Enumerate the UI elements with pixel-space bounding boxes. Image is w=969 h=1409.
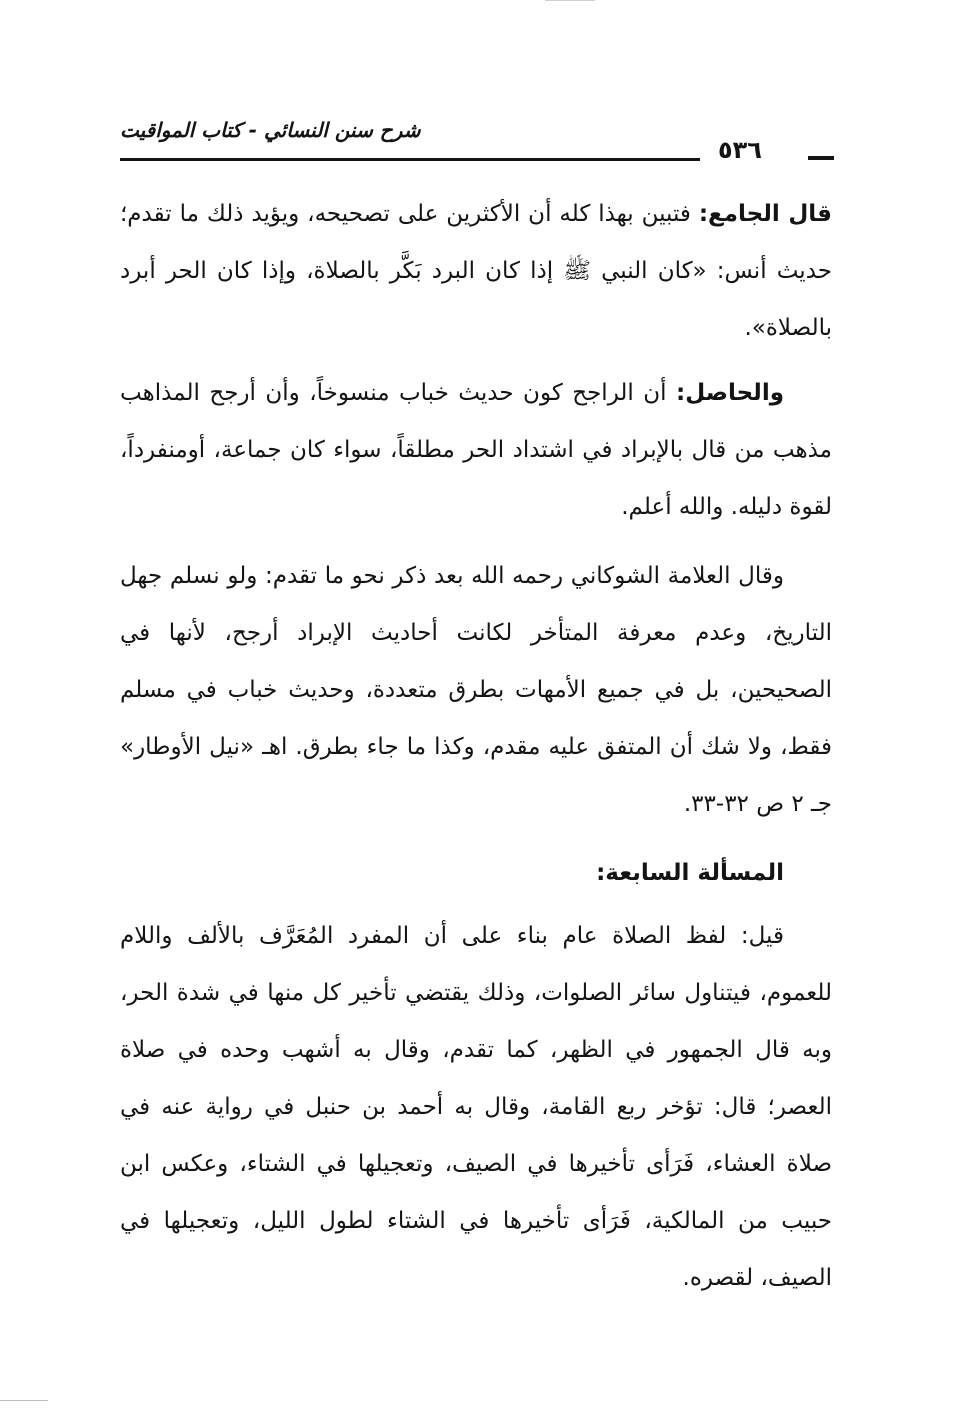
section-heading: المسألة السابعة: <box>596 860 784 886</box>
scan-mark-bottom <box>0 1400 48 1401</box>
paragraph-4 <box>120 908 832 1307</box>
page-number-dash <box>808 156 834 160</box>
paragraph-4-text: قيل: لفظ الصلاة عام بناء على أن المفرد المُعَرَّف بالألف واللام للعموم، فيتناول سائر الصلوات، وذلك يقتضي تأخير كل منها في شدة الحر، وبه قال الجمهور في الظهر، كما تقدم، وقال به أشهب وحده في صلاة العصر؛ قال: تؤخر ربع القامة، وقال به أحمد بن حنبل في رواية عنه في صلاة العشاء، فَرَأى تأخيرها في الصيف، وتعجيلها في الشتاء، وعكس ابن حبيب من المالكية، فَرَأى تأخيرها في الشتاء لطول الليل، وتعجيلها في الصيف، لقصره. <box>120 923 832 1291</box>
paragraph-2-text: أن الراجح كون حديث خباب منسوخاً، وأن أرجح المذاهب مذهب من قال بالإبراد في اشتداد الحر مطلقاً، سواء كان جماعة، أومنفرداً، لقوة دليله. والله أعلم. <box>120 380 832 520</box>
paragraph-1-text: فتبين بهذا كله أن الأكثرين على تصحيحه، ويؤيد ذلك ما تقدم؛ حديث أنس: «كان النبي ﷺ إذا كان البرد بَكَّر بالصلاة، وإذا كان الحر أبرد بالصلاة». <box>120 201 832 341</box>
paragraph-2 <box>120 365 832 536</box>
paragraph-3 <box>120 548 832 833</box>
paragraph-1-lead: قال الجامع: <box>698 201 832 227</box>
header-title: شرح سنن النسائي - كتاب المواقيت <box>120 118 421 142</box>
paragraph-2-lead: والحاصل: <box>676 380 784 406</box>
header-rule <box>120 158 700 161</box>
page-number: ٥٣٦ <box>718 136 762 164</box>
body-text <box>120 186 832 1319</box>
paragraph-3-text: وقال العلامة الشوكاني رحمه الله بعد ذكر نحو ما تقدم: ولو نسلم جهل التاريخ، وعدم معرفة المتأخر لكانت أحاديث الإبراد أرجح، لأنها في الصحيحين، بل في جميع الأمهات بطرق متعددة، وحديث خباب في مسلم فقط، ولا شك أن المتفق عليه مقدم، وكذا ما جاء بطرق. اهـ «نيل الأوطار» جـ ٢ ص ٣٢-٣٣. <box>120 563 832 817</box>
paragraph-1 <box>120 186 832 357</box>
scan-mark-top <box>545 0 595 1</box>
running-header <box>120 118 832 170</box>
